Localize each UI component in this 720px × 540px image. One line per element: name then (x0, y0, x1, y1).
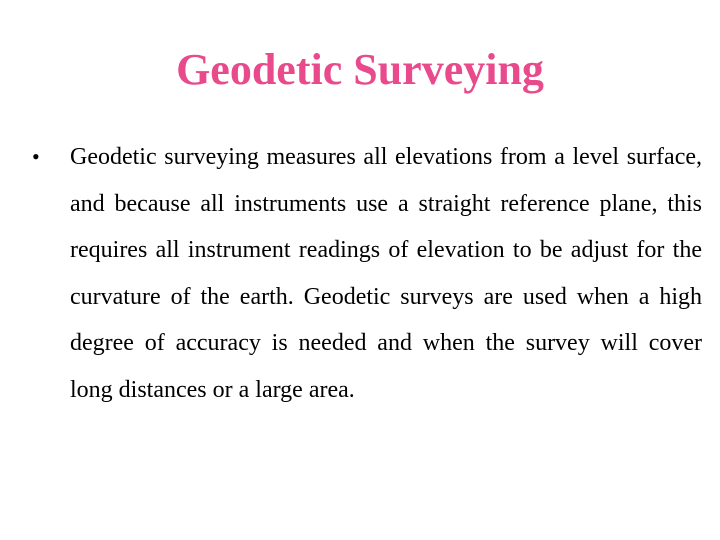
bullet-marker: • (32, 144, 40, 169)
slide-title: Geodetic Surveying (176, 45, 544, 94)
bullet-text: Geodetic surveying measures all elevations from a level surface, and because all instruments use a straight reference plane, this requires all instrument readings of elevation to be adjust for the curvature of the earth. Geodetic surveys are used when a high degree of accuracy is needed and when the survey will cover long distances or a large area. (70, 144, 702, 403)
